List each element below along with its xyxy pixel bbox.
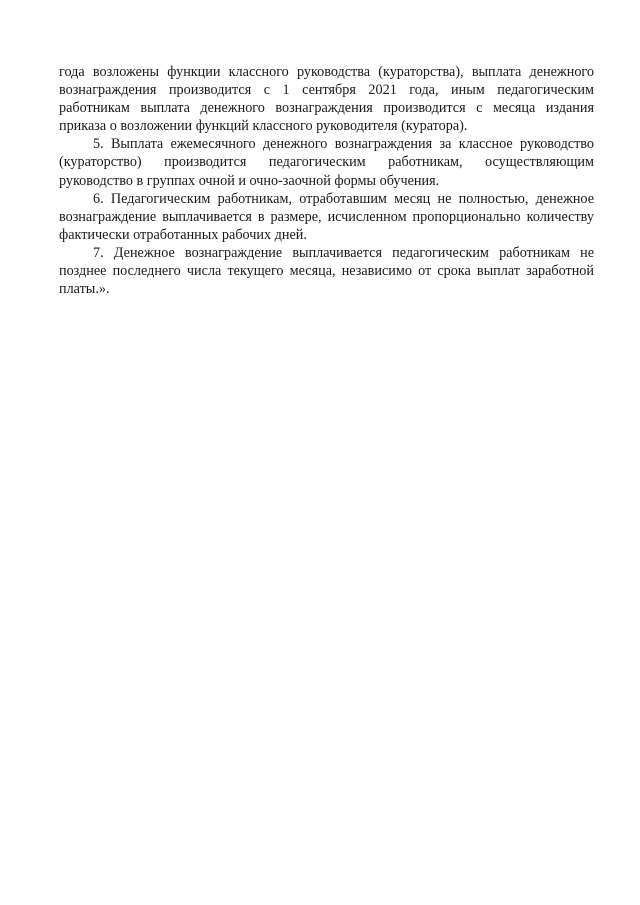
paragraph-continuation: года возложены функции классного руководства (кураторства), выплата денежного вознаграждения производится с 1 сентября 2021 года, иным педагогическим работникам выплата денежного вознаграждения производится с месяца издания приказа о возложении функций классного руководителя (куратора). bbox=[59, 64, 594, 135]
paragraph-item-5: 5. Выплата ежемесячного денежного вознаграждения за классное руководство (кураторство) производится педагогическим работникам, осуществляющим руководство в группах очной и очно-заочной формы обучения. bbox=[59, 136, 594, 189]
paragraph-item-6: 6. Педагогическим работникам, отработавшим месяц не полностью, денежное вознаграждение выплачивается в размере, исчисленном пропорционально количеству фактически отработанных рабочих дней. bbox=[59, 190, 594, 243]
document-body bbox=[59, 63, 594, 298]
paragraph-item-7: 7. Денежное вознаграждение выплачивается педагогическим работникам не позднее последнего числа текущего месяца, независимо от срока выплат заработной платы.». bbox=[59, 244, 594, 298]
